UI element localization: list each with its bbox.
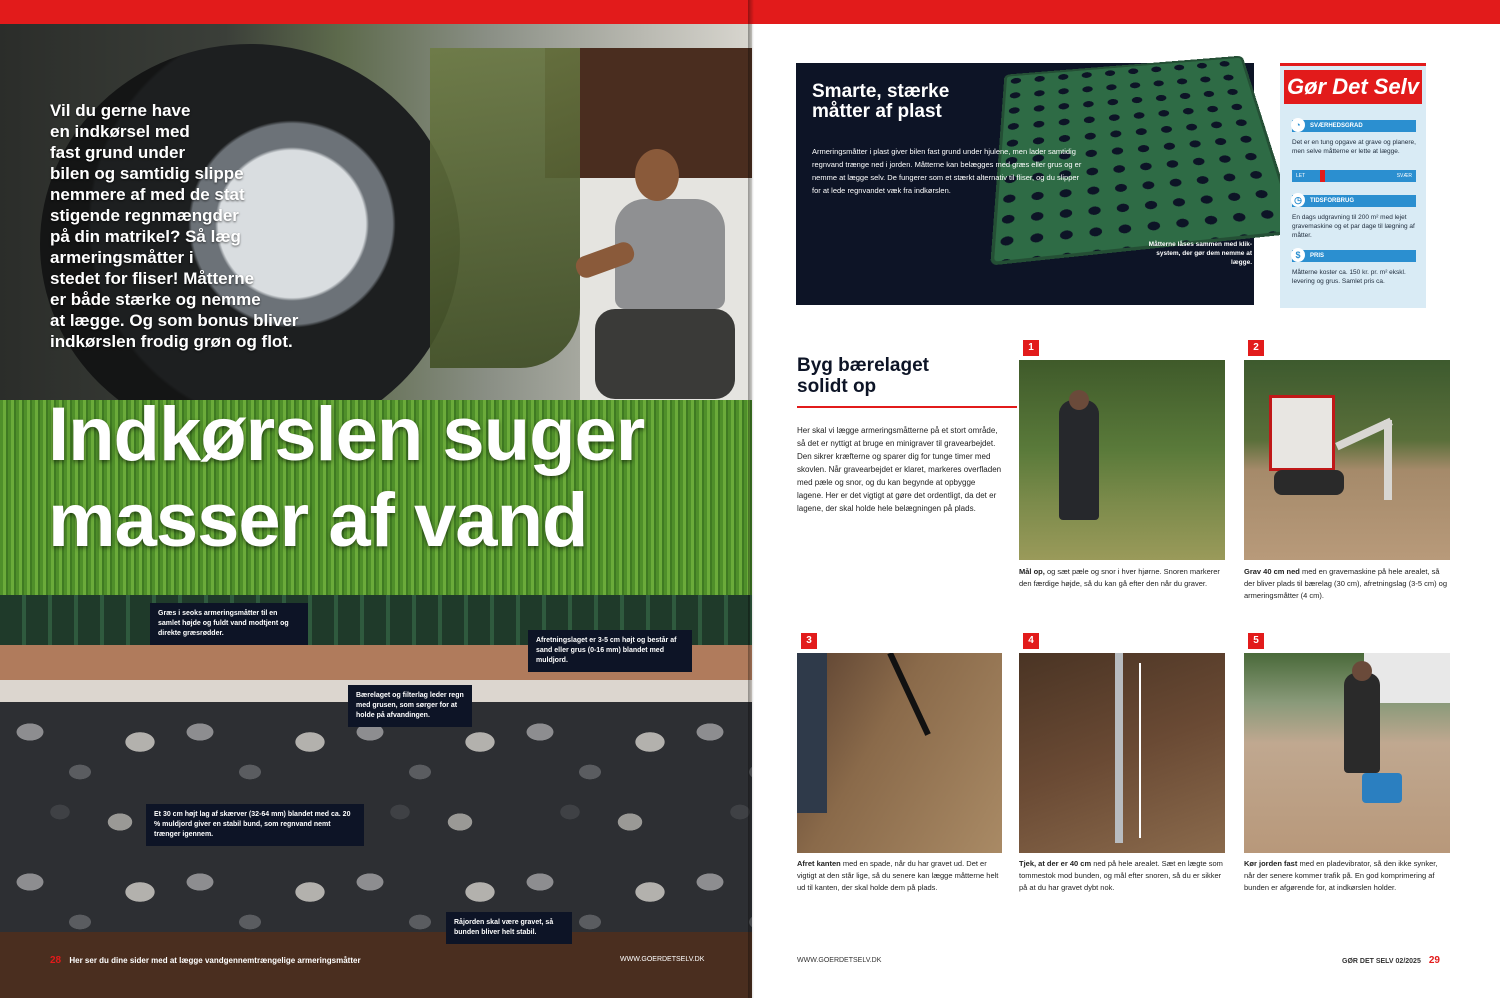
left-footer-url: WWW.GOERDETSELV.DK	[620, 956, 705, 963]
right-footer-text: GØR DET SELV 02/2025	[1342, 958, 1421, 965]
product-box-title: Smarte, stærke måtter af plast	[812, 81, 950, 122]
top-red-bar	[0, 0, 752, 24]
callout-gravel: Et 30 cm højt lag af skærver (32-64 mm) blandet med ca. 20 % muldjord giver en stabil bund, som regnvand nemt trænger igennem.	[146, 804, 364, 846]
callout-mats: Græs i seoks armeringsmåtter til en samlet højde og fuldt vand modtjent og direkte græsrødder.	[150, 603, 308, 645]
product-box-body: Armeringsmåtter i plast giver bilen fast grund under hjulene, men lader samtidig regnvand trænge ned i jorden. Måtterne kan belægges med græs eller grus og er nemme at lægge selv. De fungerer som et stærkt alternativ til fliser, og du slipper for at lede regnvandet væk fra indkørslen.	[812, 147, 1082, 195]
gauge-icon: ◔	[1291, 118, 1305, 132]
left-footer	[50, 955, 361, 966]
section-rule	[797, 406, 1017, 408]
section-title: Byg bærelaget solidt op	[797, 355, 929, 397]
difficulty-header: ◔ SVÆRHEDSGRAD	[1292, 120, 1416, 132]
callout-leveling: Afretningslaget er 3-5 cm højt og består af sand eller grus (0-16 mm) blandet med muldjord.	[528, 630, 692, 672]
difficulty-marker	[1320, 170, 1325, 182]
headline: Indkørslen suger masser af vand	[48, 392, 645, 563]
step-4-number: 4	[1023, 633, 1039, 649]
spine-shadow	[748, 0, 754, 998]
step-5-caption: Kør jorden fast med en pladevibrator, så den ikke synker, når der senere kommer trafik på. En god komprimering af bunden er afgørende for, at indkørslen holder.	[1244, 859, 1438, 892]
right-page	[752, 0, 1500, 998]
difficulty-low: LET	[1296, 173, 1306, 179]
step-2-number: 2	[1248, 340, 1264, 356]
section-body: Her skal vi lægge armeringsmåtterne på et stort område, så det er nyttigt at bruge en minigraver til gravearbejdet. Den sikrer kræfterne og sparer dig for tunge timer med skovlen. Når gravearbejdet er klaret, markeres overfladen med pæle og snor, og du kan begynde at opbygge lagene. Her er det vigtigt at gøre det ordentligt, da det er lagene, der skal holde hele belægningen på plads.	[797, 426, 1002, 513]
difficulty-text: Det er en tung opgave at grave og planere, men selve måtterne er lette at lægge.	[1292, 139, 1416, 155]
product-box-caption: Måtterne låses sammen med klik-system, der gør dem nemme at lægge.	[1148, 241, 1252, 266]
step-1-number: 1	[1023, 340, 1039, 356]
page-number-right: 29	[1428, 955, 1440, 966]
left-footer-text: Her ser du dine sider med at lægge vandgennemtrængelige armeringsmåtter	[69, 956, 361, 965]
callout-subsoil: Råjorden skal være gravet, så bunden bliver helt stabil.	[446, 912, 572, 944]
time-header: ◷ TIDSFORBRUG	[1292, 195, 1416, 207]
gds-logo: Gør Det Selv	[1284, 70, 1422, 104]
step-3-caption: Afret kanten med en spade, når du har gravet ud. Det er vigtigt at den står lige, så du senere kan lægge måtterne helt ud til kanten, der skal holde dem på plads.	[797, 859, 999, 892]
photo-man	[575, 149, 735, 419]
coin-icon: $	[1291, 248, 1305, 262]
top-red-bar-right	[752, 0, 1500, 24]
step-1-caption: Mål op, og sæt pæle og snor i hver hjørne. Snoren markerer den færdige højde, så du kan gå efter den når du graver.	[1019, 567, 1220, 588]
step-3-number: 3	[801, 633, 817, 649]
photo-car	[430, 48, 580, 368]
right-footer-url: WWW.GOERDETSELV.DK	[797, 957, 882, 964]
callout-filter: Bærelaget og filterlag leder regn med grusen, som sørger for at holde på afvandingen.	[348, 685, 472, 727]
page-number-left: 28	[50, 955, 62, 966]
clock-icon: ◷	[1291, 193, 1305, 207]
difficulty-high: SVÆR	[1396, 173, 1412, 179]
step-5-number: 5	[1248, 633, 1264, 649]
price-text: Måtterne koster ca. 150 kr. pr. m² ekskl. levering og grus. Samlet pris ca.	[1292, 269, 1406, 285]
gravel-layer	[0, 702, 752, 932]
time-text: En dags udgravning til 200 m² med lejet gravemaskine og et par dage til lægning af måtter.	[1292, 214, 1415, 239]
intro-text: Vil du gerne have en indkørsel med fast grund under bilen og samtidig slippe nemmere af med de stat stigende regnmængder på din matrikel? Så læg armeringsmåtter i stedet for fliser! Måtterne er både stærke og nemme at lægge. Og som bonus bliver indkørslen frodig grøn og flot.	[50, 101, 299, 351]
right-footer	[1342, 955, 1440, 966]
price-header: $ PRIS	[1292, 250, 1416, 262]
step-4-caption: Tjek, at der er 40 cm ned på hele arealet. Sæt en lægte som tommestok mod bunden, og mål efter snoren, så du er sikker på at du har gravet dybt nok.	[1019, 859, 1223, 892]
step-2-caption: Grav 40 cm ned med en gravemaskine på hele arealet, så der bliver plads til bærelag (30 cm), afretningslag (3-5 cm) og armeringsmåtter (4 cm).	[1244, 567, 1448, 600]
difficulty-bar	[1292, 170, 1416, 182]
